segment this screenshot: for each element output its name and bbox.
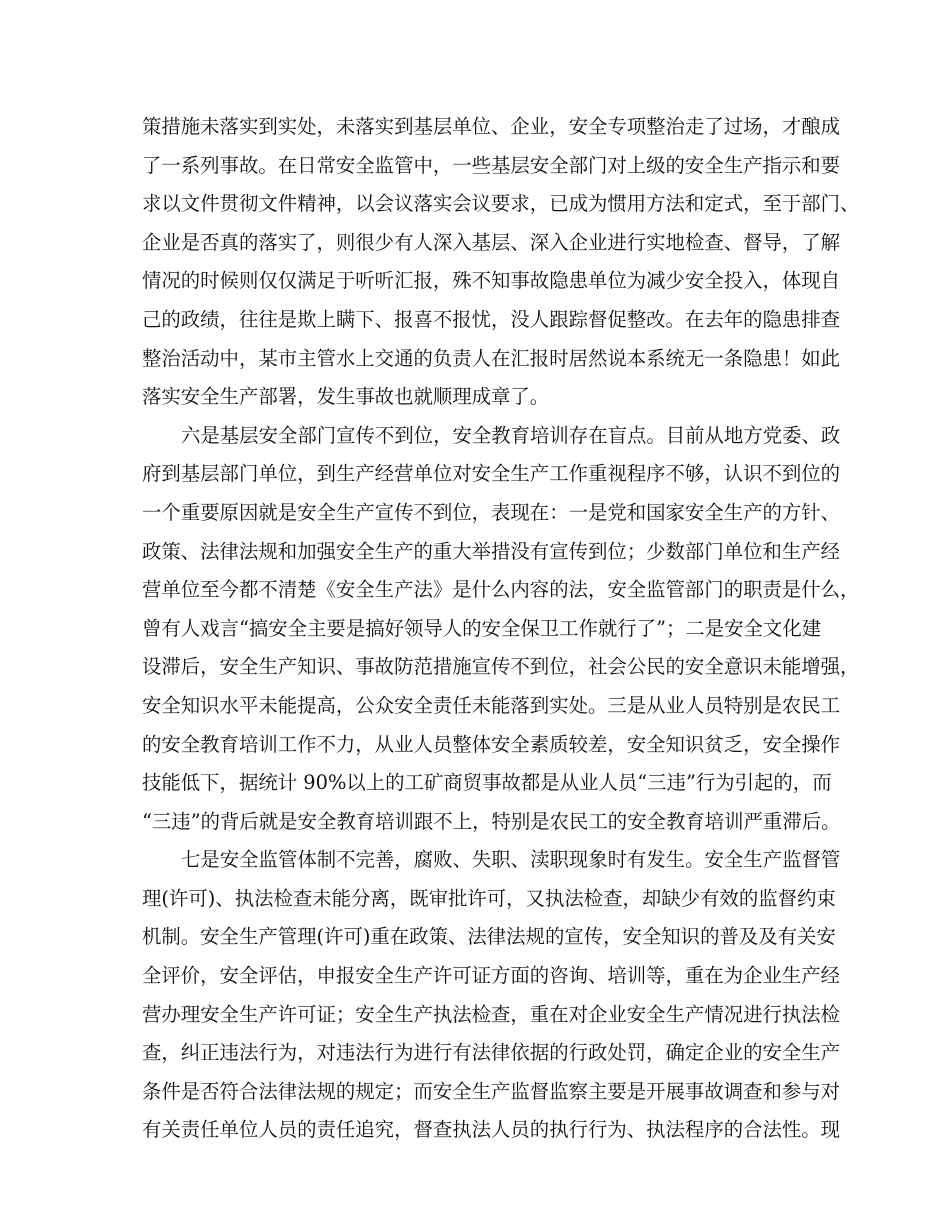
document-page xyxy=(142,108,860,1150)
paragraph-1 xyxy=(142,108,860,417)
text-line: 求以文件贯彻文件精神，以会议落实会议要求，已成为惯用方法和定式，至于部门、 xyxy=(142,192,860,216)
text-line: 全评价，安全评估，申报安全生产许可证方面的咨询、培训等，重在为企业生产经 xyxy=(142,964,841,988)
text-line: 有关责任单位人员的责任追究，督查执法人员的执行行为、执法程序的合法性。现 xyxy=(142,1118,841,1142)
paragraph-3 xyxy=(142,841,841,1150)
text-line: 查，纠正违法行为，对违法行为进行有法律依据的行政处罚，确定企业的安全生产 xyxy=(142,1041,841,1065)
text-line: 曾有人戏言“搞安全主要是搞好领导人的安全保卫工作就行了”；二是安全文化建 xyxy=(142,616,822,640)
text-line: 了一系列事故。在日常安全监管中，一些基层安全部门对上级的安全生产指示和要 xyxy=(142,153,841,177)
text-line: 府到基层部门单位，到生产经营单位对安全生产工作重视程序不够，认识不到位的 xyxy=(142,462,841,486)
text-line: 策措施未落实到实处，未落实到基层单位、企业，安全专项整治走了过场，才酿成 xyxy=(142,115,841,138)
text-line: 己的政绩，往往是欺上瞒下、报喜不报忧，没人跟踪督促整改。在去年的隐患排查 xyxy=(142,307,841,331)
text-line: “三违”的背后就是安全教育培训跟不上，特别是农民工的安全教育培训严重滞后。 xyxy=(142,809,841,833)
text-line: 企业是否真的落实了，则很少有人深入基层、深入企业进行实地检查、督导，了解 xyxy=(142,230,841,254)
text-line: 理(许可)、执法检查未能分离，既审批许可，又执法检查，却缺少有效的监督约束 xyxy=(142,886,836,910)
text-line: 的安全教育培训工作不力，从业人员整体安全素质较差，安全知识贫乏，安全操作 xyxy=(142,732,841,756)
text-line: 政策、法律法规和加强安全生产的重大举措没有宣传到位；少数部门单位和生产经 xyxy=(142,539,841,563)
text-line: 整治活动中，某市主管水上交通的负责人在汇报时居然说本系统无一条隐患！如此 xyxy=(142,346,841,370)
text-line: 情况的时候则仅仅满足于听听汇报，殊不知事故隐患单位为减少安全投入，体现自 xyxy=(142,269,841,293)
text-line: 营办理安全生产许可证；安全生产执法检查，重在对企业安全生产情况进行执法检 xyxy=(142,1002,841,1026)
text-line: 一个重要原因就是安全生产宣传不到位，表现在：一是党和国家安全生产的方针、 xyxy=(142,500,841,524)
text-line: 安全知识水平未能提高，公众安全责任未能落到实处。三是从业人员特别是农民工 xyxy=(142,693,841,717)
text-line: 条件是否符合法律法规的规定；而安全生产监督监察主要是开展事故调查和参与对 xyxy=(142,1079,841,1103)
text-line: 落实安全生产部署，发生事故也就顺理成章了。 xyxy=(142,385,550,409)
text-line: 七是安全监管体制不完善，腐败、失职、渎职现象时有发生。安全生产监督管 xyxy=(181,848,841,872)
text-line: 六是基层安全部门宣传不到位，安全教育培训存在盲点。目前从地方党委、政 xyxy=(181,423,841,447)
text-line: 设滞后，安全生产知识、事故防范措施宣传不到位，社会公民的安全意识未能增强， xyxy=(142,655,860,679)
text-line: 技能低下，据统计 90%以上的工矿商贸事故都是从业人员“三违”行为引起的，而 xyxy=(142,771,832,795)
text-line: 机制。安全生产管理(许可)重在政策、法律法规的宣传，安全知识的普及及有关安 xyxy=(142,925,836,949)
text-line: 营单位至今都不清楚《安全生产法》是什么内容的法，安全监管部门的职责是什么， xyxy=(142,578,860,602)
paragraph-2 xyxy=(142,417,860,842)
